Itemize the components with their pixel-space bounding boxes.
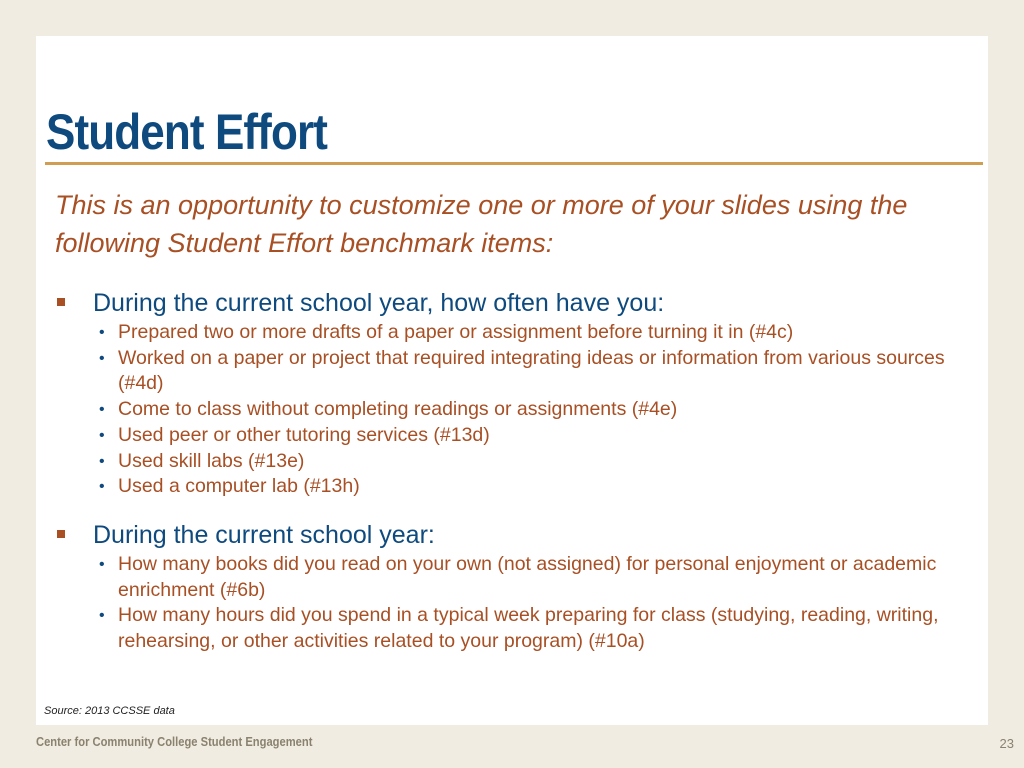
footer-organization: Center for Community College Student Engagement [36,734,313,749]
list-item [55,423,975,449]
list-item-text: How many books did you read on your own (not assigned) for personal enjoyment or academic enrichment (#6b) [118,553,937,601]
bullet-dot-icon: • [99,452,105,470]
slide-title: Student Effort [46,104,327,160]
section-heading-row [55,287,975,319]
bullet-dot-icon: • [99,556,105,573]
bullet-dot-icon: • [99,401,105,419]
benchmark-item-list [55,552,975,655]
bullet-dot-icon: • [99,349,105,367]
section-how-often [55,287,975,500]
bullet-dot-icon: • [99,426,105,444]
list-item-text: Prepared two or more drafts of a paper or assignment before turning it in (#4c) [118,321,794,343]
list-item [55,474,975,500]
section-heading: During the current school year, how often have you: [93,289,665,317]
title-divider [45,162,983,165]
list-item-text: Used a computer lab (#13h) [118,475,360,498]
bullet-dot-icon: • [99,324,105,341]
bullet-dot-icon: • [99,478,105,496]
square-bullet-icon [57,530,65,538]
benchmark-item-list [55,320,975,500]
list-item [55,449,975,475]
list-item-text: Used peer or other tutoring services (#13d) [118,423,490,446]
list-item-text: Used skill labs (#13e) [118,449,305,472]
bullet-dot-icon: • [99,607,105,625]
page-number: 23 [999,736,1014,751]
list-item [55,320,975,346]
source-note: Source: 2013 CCSSE data [44,705,175,717]
square-bullet-icon [57,298,65,306]
section-heading-row [55,519,975,551]
list-item [55,397,975,423]
section-current-year [55,519,975,655]
list-item-text: Come to class without completing readings or assignments (#4e) [118,398,678,421]
section-heading: During the current school year: [93,521,435,549]
list-item [55,346,975,397]
list-item-text: Worked on a paper or project that required integrating ideas or information from various sources (#4d) [118,346,945,395]
list-item [55,552,975,603]
intro-text: This is an opportunity to customize one or more of your slides using the following Student Effort benchmark items: [55,190,908,258]
list-item-text: How many hours did you spend in a typical week preparing for class (studying, reading, writing, rehearsing, or other activities related to your program) (#10a) [118,604,939,653]
slide [36,36,988,725]
list-item [55,603,975,654]
